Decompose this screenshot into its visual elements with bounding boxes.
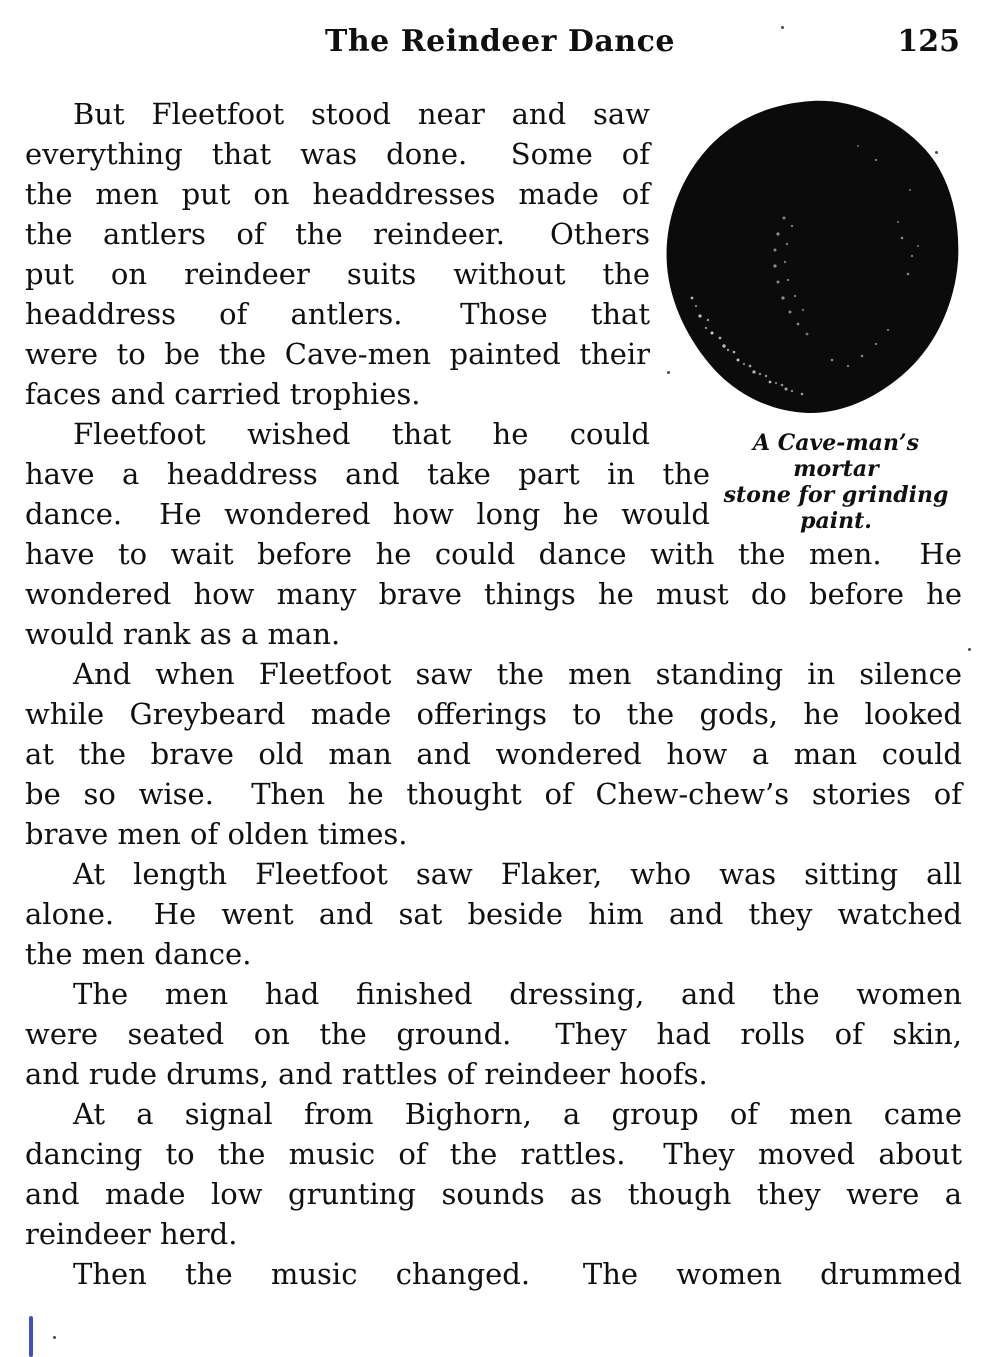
- page-header: [0, 0, 1000, 62]
- text-line: have a headdress and take part in the: [25, 457, 710, 491]
- page-title: The Reindeer Dance: [325, 24, 675, 59]
- paragraph-4: [25, 854, 962, 974]
- text-line: have to wait before he could dance with the men. He: [25, 537, 962, 571]
- text-line: wondered how many brave things he must do before he: [25, 577, 962, 611]
- text-line: the men dance.: [25, 937, 252, 971]
- paragraph-7: [25, 1254, 962, 1294]
- scan-speck: [781, 26, 784, 29]
- text-line: Then the music changed. The women drummed: [73, 1257, 962, 1291]
- text-line: while Greybeard made offerings to the gods, he looked: [25, 697, 962, 731]
- page-number: 125: [897, 24, 960, 59]
- text-line: Fleetfoot wished that he could: [73, 417, 650, 451]
- text-line: put on reindeer suits without the: [25, 257, 650, 291]
- text-line: the antlers of the reindeer. Others: [25, 217, 650, 251]
- text-line: would rank as a man.: [25, 617, 341, 651]
- figure-caption-line: stone for grinding: [723, 482, 949, 508]
- text-line: At a signal from Bighorn, a group of men came: [73, 1097, 962, 1131]
- paragraph-6: [25, 1094, 962, 1254]
- text-line: But Fleetfoot stood near and saw: [73, 97, 650, 131]
- text-line: and rude drums, and rattles of reindeer hoofs.: [25, 1057, 708, 1091]
- paragraph-3: [25, 654, 962, 854]
- scan-speck: [667, 371, 670, 374]
- text-line: headdress of antlers. Those that: [25, 297, 650, 331]
- text-line: at the brave old man and wondered how a man could: [25, 737, 962, 771]
- text-line: the men put on headdresses made of: [25, 177, 650, 211]
- figure: [662, 98, 962, 428]
- text-line: The men had finished dressing, and the women: [73, 977, 962, 1011]
- text-line: were seated on the ground. They had rolls of skin,: [25, 1017, 962, 1051]
- text-line: And when Fleetfoot saw the men standing in silence: [73, 657, 962, 691]
- text-line: were to be the Cave-men painted their: [25, 337, 650, 371]
- figure-caption: [710, 428, 962, 533]
- text-line: dancing to the music of the rattles. They moved about: [25, 1137, 962, 1171]
- scan-speck: [53, 1336, 56, 1339]
- text-line: brave men of olden times.: [25, 817, 408, 851]
- text-line: be so wise. Then he thought of Chew-chew’s stories of: [25, 777, 962, 811]
- page-body: [25, 94, 962, 1294]
- blue-ink-mark: [29, 1316, 33, 1357]
- text-line: reindeer herd.: [25, 1217, 238, 1251]
- scan-speck: [968, 648, 971, 651]
- text-line: dance. He wondered how long he would: [25, 497, 710, 531]
- paragraph-5: [25, 974, 962, 1094]
- text-line: and made low grunting sounds as though they were a: [25, 1177, 962, 1211]
- text-line: everything that was done. Some of: [25, 137, 650, 171]
- text-line: alone. He went and sat beside him and they watched: [25, 897, 962, 931]
- figure-caption-line: A Cave-man’s mortar: [753, 430, 919, 482]
- scan-speck: [935, 151, 938, 154]
- figure-caption-line: paint.: [800, 508, 872, 534]
- text-line: At length Fleetfoot saw Flaker, who was sitting all: [73, 857, 962, 891]
- mortar-stone-photo: [662, 98, 962, 416]
- text-line: faces and carried trophies.: [25, 377, 421, 411]
